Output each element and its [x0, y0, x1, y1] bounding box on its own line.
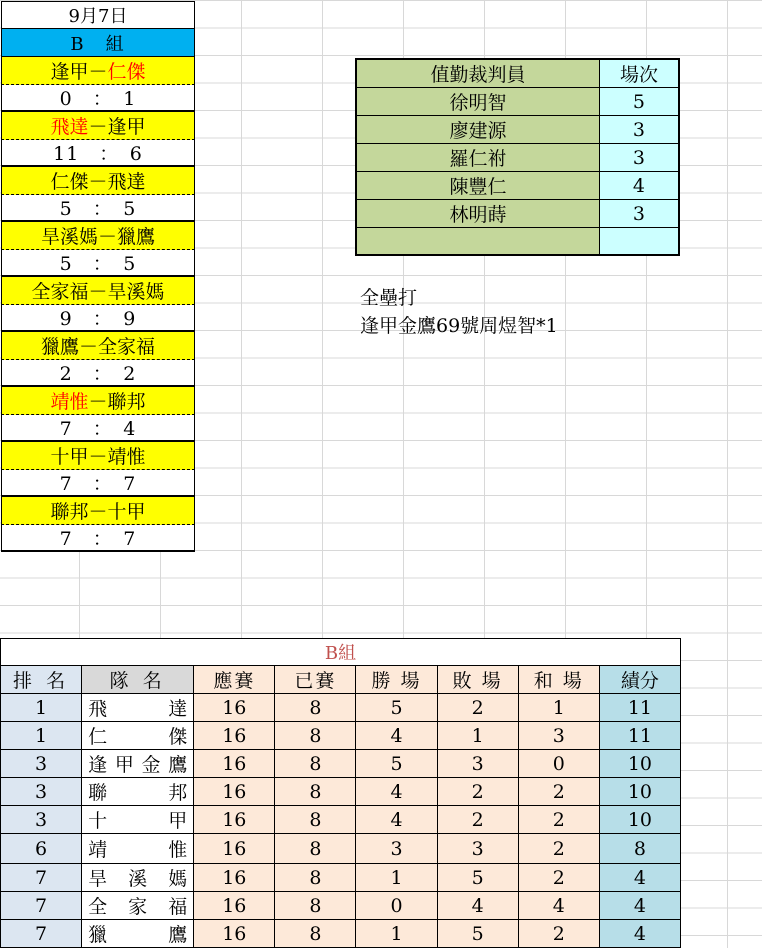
- match-home-team: 靖惟: [50, 391, 89, 413]
- row-loss[interactable]: 2: [437, 806, 518, 834]
- team-name: [86, 864, 189, 891]
- header-rank[interactable]: 排 名: [1, 666, 82, 694]
- row-win[interactable]: 3: [356, 834, 437, 864]
- row-rank[interactable]: 1: [1, 722, 82, 750]
- match-separator: －: [88, 116, 108, 138]
- row-played[interactable]: 8: [275, 778, 356, 806]
- team-name-char: 仁: [88, 726, 108, 748]
- row-due[interactable]: 16: [194, 920, 275, 948]
- standings-row: [1, 694, 681, 722]
- row-due[interactable]: 16: [194, 750, 275, 778]
- umpire-header-count[interactable]: 場次: [599, 59, 679, 88]
- match-away-team: 十甲: [107, 501, 146, 523]
- row-due[interactable]: 16: [194, 864, 275, 892]
- homerun-detail[interactable]: 逢甲金鷹69號周煜智*1: [360, 315, 558, 337]
- homerun-label[interactable]: 全壘打: [360, 287, 418, 309]
- umpire-name[interactable]: 羅仁祔: [356, 144, 599, 172]
- match-separator: －: [88, 391, 108, 413]
- match-score-5[interactable]: 9 ： 9: [1, 305, 195, 332]
- row-tie[interactable]: 3: [518, 722, 599, 750]
- row-win[interactable]: 4: [356, 806, 437, 834]
- row-win[interactable]: 5: [356, 750, 437, 778]
- row-played[interactable]: 8: [275, 920, 356, 948]
- row-points[interactable]: 11: [599, 694, 680, 722]
- row-tie[interactable]: 4: [518, 892, 599, 920]
- row-loss[interactable]: 3: [437, 834, 518, 864]
- row-team[interactable]: [82, 834, 194, 864]
- row-win[interactable]: 4: [356, 722, 437, 750]
- row-due[interactable]: 16: [194, 694, 275, 722]
- row-points[interactable]: 4: [599, 920, 680, 948]
- header-tie[interactable]: 和 場: [518, 666, 599, 694]
- row-played[interactable]: 8: [275, 722, 356, 750]
- match-away-team: 全家福: [98, 336, 156, 358]
- standings-row: [1, 920, 681, 948]
- standings-title[interactable]: B組: [1, 639, 681, 666]
- row-win[interactable]: 0: [356, 892, 437, 920]
- row-team[interactable]: [82, 694, 194, 722]
- umpire-row: [356, 144, 679, 172]
- team-name: [86, 778, 189, 805]
- match-home-team: 飛達: [50, 116, 89, 138]
- row-loss[interactable]: 5: [437, 864, 518, 892]
- row-rank[interactable]: 7: [1, 892, 82, 920]
- match-7[interactable]: [1, 387, 195, 415]
- match-home-team: 旱溪媽: [40, 226, 98, 248]
- match-4[interactable]: [1, 222, 195, 250]
- row-played[interactable]: 8: [275, 834, 356, 864]
- row-due[interactable]: 16: [194, 834, 275, 864]
- header-team[interactable]: 隊 名: [82, 666, 194, 694]
- row-due[interactable]: 16: [194, 806, 275, 834]
- match-away-team: 靖惟: [107, 446, 146, 468]
- header-due[interactable]: 應賽: [194, 666, 275, 694]
- team-name: [86, 722, 189, 749]
- umpire-count[interactable]: 4: [599, 172, 679, 200]
- team-name: [86, 694, 189, 721]
- match-score-4[interactable]: 5 ： 5: [1, 250, 195, 277]
- team-name-char: 達: [168, 698, 188, 720]
- row-rank[interactable]: 1: [1, 694, 82, 722]
- match-8[interactable]: [1, 442, 195, 470]
- row-win[interactable]: 1: [356, 864, 437, 892]
- match-3[interactable]: [1, 167, 195, 195]
- row-rank[interactable]: 6: [1, 834, 82, 864]
- row-team[interactable]: [82, 920, 194, 948]
- team-name-char: 鷹: [168, 754, 188, 776]
- match-home-team: 聯邦: [50, 501, 89, 523]
- team-name-char: 全: [88, 896, 108, 918]
- team-name-char: 溪: [128, 868, 148, 890]
- umpire-row: [356, 228, 679, 256]
- match-5[interactable]: [1, 277, 195, 305]
- match-away-team: 聯邦: [107, 391, 146, 413]
- match-separator: －: [88, 61, 108, 83]
- match-away-team: 仁傑: [107, 61, 146, 83]
- match-2[interactable]: [1, 112, 195, 140]
- row-tie[interactable]: 2: [518, 778, 599, 806]
- team-name-char: 飛: [88, 698, 108, 720]
- row-due[interactable]: 16: [194, 778, 275, 806]
- header-points[interactable]: 績分: [599, 666, 680, 694]
- row-team[interactable]: [82, 864, 194, 892]
- row-played[interactable]: 8: [275, 694, 356, 722]
- row-points[interactable]: 10: [599, 778, 680, 806]
- standings-row: [1, 834, 681, 864]
- team-name: [86, 806, 189, 833]
- match-away-team: 獵鷹: [117, 226, 156, 248]
- umpire-name[interactable]: 廖建源: [356, 116, 599, 144]
- team-name: [86, 750, 189, 777]
- row-played[interactable]: 8: [275, 806, 356, 834]
- schedule-group-label[interactable]: B 組: [1, 29, 195, 57]
- team-name-char: 家: [128, 896, 148, 918]
- row-rank[interactable]: 7: [1, 920, 82, 948]
- row-loss[interactable]: 4: [437, 892, 518, 920]
- team-name-char: 十: [88, 810, 108, 832]
- standings-row: [1, 806, 681, 834]
- match-away-team: 飛達: [107, 171, 146, 193]
- row-tie[interactable]: 2: [518, 864, 599, 892]
- umpire-count[interactable]: 3: [599, 144, 679, 172]
- row-team[interactable]: [82, 778, 194, 806]
- row-tie[interactable]: 2: [518, 920, 599, 948]
- row-team[interactable]: [82, 722, 194, 750]
- match-score-1[interactable]: 0 ： 1: [1, 85, 195, 112]
- match-away-team: 逢甲: [107, 116, 146, 138]
- standings-row: [1, 722, 681, 750]
- match-score-6[interactable]: 2 ： 2: [1, 360, 195, 387]
- umpire-count[interactable]: [599, 228, 679, 256]
- match-home-team: 獵鷹: [40, 336, 79, 358]
- team-name-char: 甲: [114, 754, 134, 776]
- standings-row: [1, 864, 681, 892]
- match-home-team: 全家福: [31, 281, 89, 303]
- match-6[interactable]: [1, 332, 195, 360]
- match-separator: －: [88, 281, 108, 303]
- umpire-count[interactable]: 3: [599, 116, 679, 144]
- schedule-column: [1, 1, 195, 552]
- row-rank[interactable]: 7: [1, 864, 82, 892]
- header-loss[interactable]: 敗 場: [437, 666, 518, 694]
- umpire-name[interactable]: 徐明智: [356, 88, 599, 116]
- match-away-team: 旱溪媽: [107, 281, 165, 303]
- standings-row: [1, 892, 681, 920]
- umpire-name[interactable]: 陳豐仁: [356, 172, 599, 200]
- schedule-games: [1, 57, 195, 552]
- row-loss[interactable]: 5: [437, 920, 518, 948]
- row-team[interactable]: [82, 892, 194, 920]
- team-name-char: 媽: [168, 868, 188, 890]
- row-points[interactable]: 4: [599, 892, 680, 920]
- row-points[interactable]: 11: [599, 722, 680, 750]
- row-due[interactable]: 16: [194, 722, 275, 750]
- row-loss[interactable]: 2: [437, 778, 518, 806]
- match-1[interactable]: [1, 57, 195, 85]
- team-name: [86, 920, 189, 947]
- row-team[interactable]: [82, 806, 194, 834]
- row-win[interactable]: 5: [356, 694, 437, 722]
- team-name-char: 金: [141, 754, 161, 776]
- row-rank[interactable]: 3: [1, 806, 82, 834]
- team-name-char: 獵: [88, 924, 108, 946]
- team-name-char: 旱: [88, 868, 108, 890]
- header-played[interactable]: 已賽: [275, 666, 356, 694]
- team-name: [86, 892, 189, 919]
- row-tie[interactable]: 0: [518, 750, 599, 778]
- row-team[interactable]: [82, 750, 194, 778]
- umpire-header-name[interactable]: 值勤裁判員: [356, 59, 599, 88]
- row-points[interactable]: 8: [599, 834, 680, 864]
- row-points[interactable]: 4: [599, 864, 680, 892]
- team-name-char: 聯: [88, 782, 108, 804]
- umpire-table: [355, 58, 680, 256]
- match-score-9[interactable]: 7 ： 7: [1, 525, 195, 552]
- row-win[interactable]: 4: [356, 778, 437, 806]
- row-rank[interactable]: 3: [1, 750, 82, 778]
- row-due[interactable]: 16: [194, 892, 275, 920]
- row-win[interactable]: 1: [356, 920, 437, 948]
- standings-header-row: [1, 666, 681, 694]
- umpire-count[interactable]: 3: [599, 200, 679, 228]
- umpire-header-row: [356, 59, 679, 88]
- row-rank[interactable]: 3: [1, 778, 82, 806]
- team-name-char: 福: [168, 896, 188, 918]
- row-played[interactable]: 8: [275, 892, 356, 920]
- row-tie[interactable]: 2: [518, 806, 599, 834]
- match-separator: －: [97, 226, 117, 248]
- match-home-team: 仁傑: [50, 171, 89, 193]
- row-tie[interactable]: 1: [518, 694, 599, 722]
- match-home-team: 逢甲: [50, 61, 89, 83]
- team-name-char: 傑: [168, 726, 188, 748]
- umpire-row: [356, 116, 679, 144]
- row-points[interactable]: 10: [599, 750, 680, 778]
- umpire-count[interactable]: 5: [599, 88, 679, 116]
- umpire-name[interactable]: 林明蒔: [356, 200, 599, 228]
- standings-table: [0, 638, 681, 948]
- match-score-3[interactable]: 5 ： 5: [1, 195, 195, 222]
- row-loss[interactable]: 1: [437, 722, 518, 750]
- header-win[interactable]: 勝 場: [356, 666, 437, 694]
- match-separator: －: [88, 501, 108, 523]
- umpire-name[interactable]: [356, 228, 599, 256]
- umpire-row: [356, 88, 679, 116]
- team-name-char: 逢: [88, 754, 108, 776]
- match-home-team: 十甲: [50, 446, 89, 468]
- standings-row: [1, 778, 681, 806]
- match-score-8[interactable]: 7 ： 7: [1, 470, 195, 497]
- match-score-2[interactable]: 11 ： 6: [1, 140, 195, 167]
- row-played[interactable]: 8: [275, 750, 356, 778]
- team-name-char: 甲: [168, 810, 188, 832]
- match-9[interactable]: [1, 497, 195, 525]
- match-score-7[interactable]: 7 ： 4: [1, 415, 195, 442]
- umpire-row: [356, 172, 679, 200]
- team-name-char: 靖: [88, 839, 108, 861]
- row-points[interactable]: 10: [599, 806, 680, 834]
- umpire-row: [356, 200, 679, 228]
- team-name: [86, 835, 189, 862]
- match-separator: －: [88, 171, 108, 193]
- match-separator: －: [88, 446, 108, 468]
- row-loss[interactable]: 3: [437, 750, 518, 778]
- row-played[interactable]: 8: [275, 864, 356, 892]
- row-tie[interactable]: 2: [518, 834, 599, 864]
- match-separator: －: [78, 336, 98, 358]
- standings-title-row: [1, 639, 681, 666]
- team-name-char: 邦: [168, 782, 188, 804]
- team-name-char: 鷹: [168, 924, 188, 946]
- standings-row: [1, 750, 681, 778]
- team-name-char: 惟: [168, 839, 188, 861]
- schedule-date[interactable]: 9月7日: [1, 1, 195, 29]
- row-loss[interactable]: 2: [437, 694, 518, 722]
